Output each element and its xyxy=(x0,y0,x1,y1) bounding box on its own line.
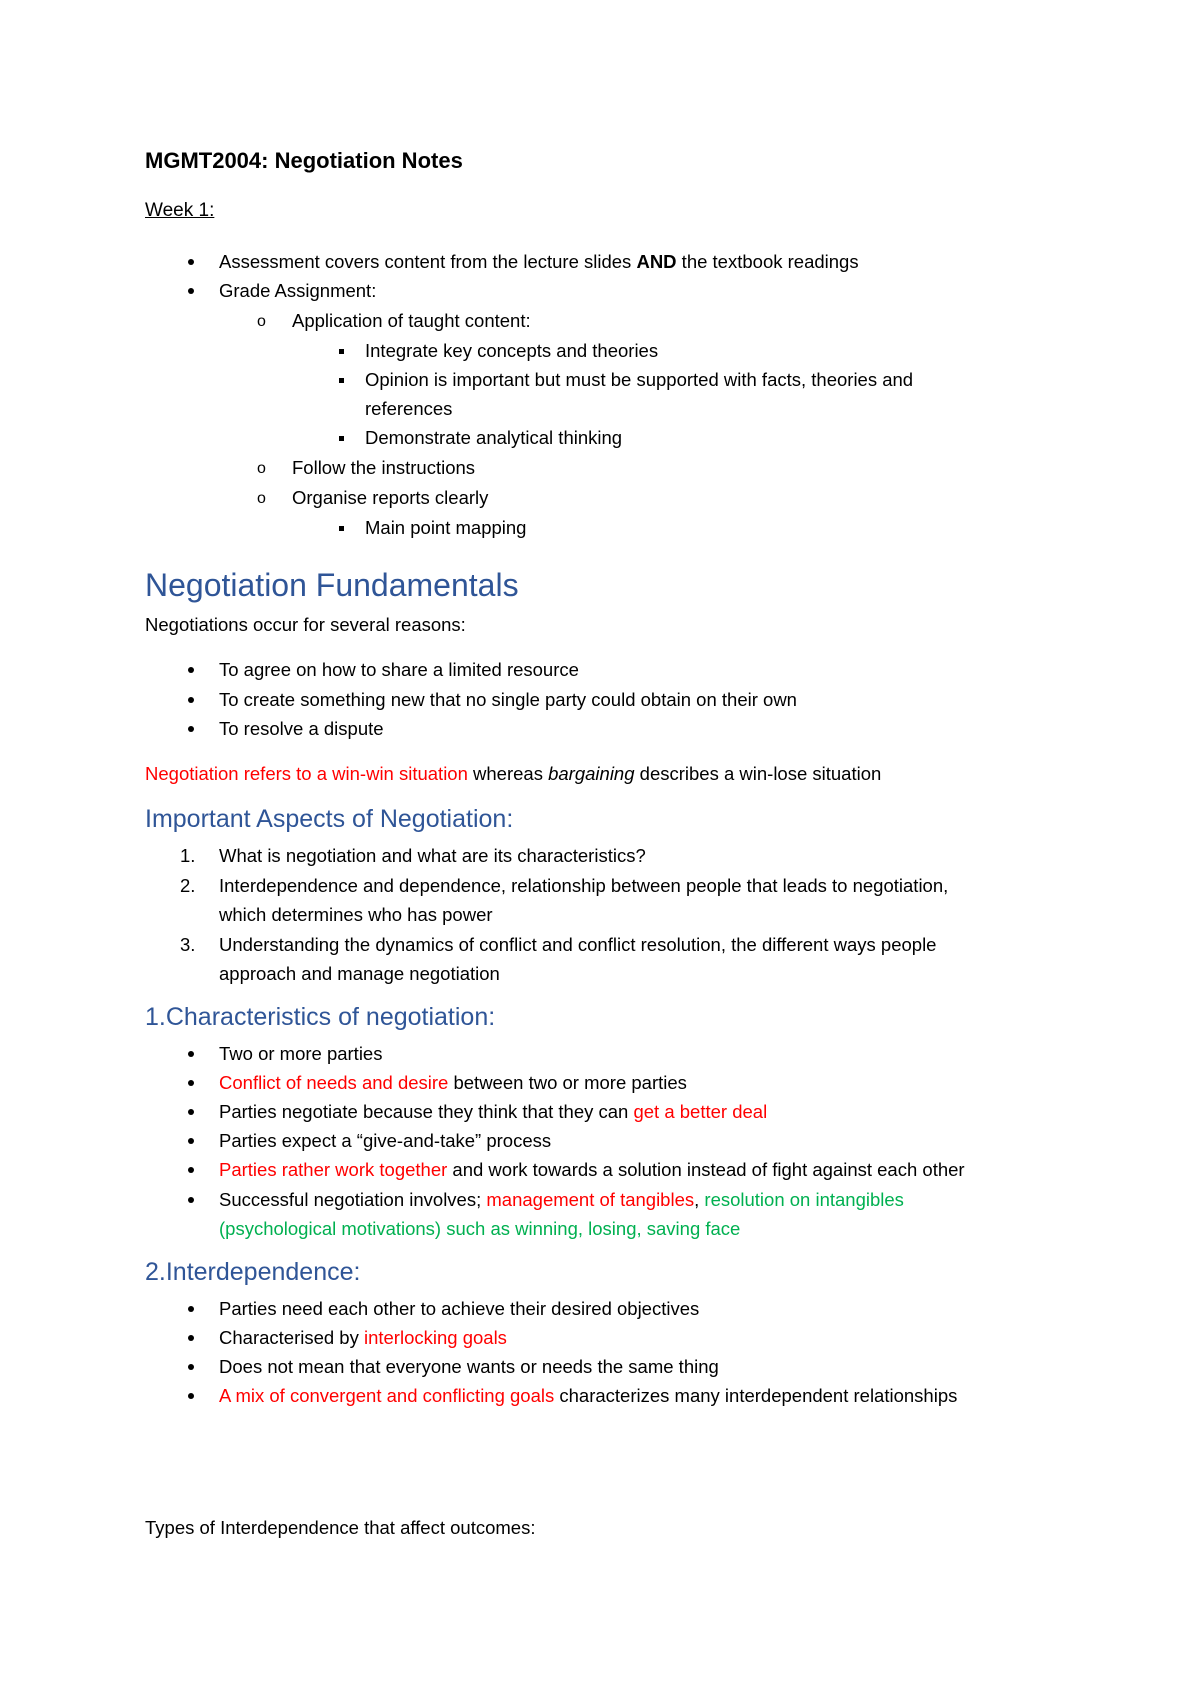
list-item: What is negotiation and what are its characteristics? xyxy=(219,845,646,866)
subsection-heading: Important Aspects of Negotiation: xyxy=(145,805,514,833)
square-bullet-icon xyxy=(339,349,344,354)
list-item: To agree on how to share a limited resource xyxy=(219,659,579,680)
list-item: Assessment covers content from the lecture slides AND the textbook readings xyxy=(219,251,859,272)
list-item: Interdependence and dependence, relationship between people that leads to negotiation, xyxy=(219,875,949,896)
subsection-heading: 2.Interdependence: xyxy=(145,1258,361,1286)
list-item-continuation: references xyxy=(365,398,453,419)
list-number: 2. xyxy=(180,875,196,896)
bullet-icon xyxy=(188,288,194,294)
list-item: Conflict of needs and desire between two or more parties xyxy=(219,1072,687,1093)
bullet-icon xyxy=(188,1138,194,1144)
bullet-icon xyxy=(188,1335,194,1341)
list-number: 3. xyxy=(180,934,196,955)
list-item: Two or more parties xyxy=(219,1043,383,1064)
section-heading: Negotiation Fundamentals xyxy=(145,567,519,603)
list-item-continuation: approach and manage negotiation xyxy=(219,963,500,984)
list-item: Main point mapping xyxy=(365,517,527,538)
square-bullet-icon xyxy=(339,526,344,531)
definition-paragraph: Negotiation refers to a win-win situation whereas bargaining describes a win-lose situation xyxy=(145,763,882,784)
list-item: Application of taught content: xyxy=(292,310,531,331)
list-item: A mix of convergent and conflicting goals characterizes many interdependent relationships xyxy=(219,1385,958,1406)
list-item: Grade Assignment: xyxy=(219,280,377,301)
document-title: MGMT2004: Negotiation Notes xyxy=(145,148,463,173)
circle-bullet-icon: o xyxy=(257,490,266,507)
bullet-icon xyxy=(188,1197,194,1203)
bullet-icon xyxy=(188,1080,194,1086)
list-item: Parties need each other to achieve their desired objectives xyxy=(219,1298,700,1319)
list-item: Parties negotiate because they think that they can get a better deal xyxy=(219,1101,768,1122)
list-item: Organise reports clearly xyxy=(292,487,489,508)
list-item: Understanding the dynamics of conflict and conflict resolution, the different ways people xyxy=(219,934,937,955)
list-item: To create something new that no single party could obtain on their own xyxy=(219,689,797,710)
bullet-icon xyxy=(188,697,194,703)
bullet-icon xyxy=(188,1167,194,1173)
list-item: Parties rather work together and work towards a solution instead of fight against each other xyxy=(219,1159,965,1180)
bullet-icon xyxy=(188,1051,194,1057)
week-heading: Week 1: xyxy=(145,200,215,221)
paragraph: Negotiations occur for several reasons: xyxy=(145,614,466,635)
bullet-icon xyxy=(188,1393,194,1399)
circle-bullet-icon: o xyxy=(257,313,266,330)
list-item-continuation: which determines who has power xyxy=(219,904,493,925)
subsection-heading: 1.Characteristics of negotiation: xyxy=(145,1003,496,1031)
list-item: Does not mean that everyone wants or needs the same thing xyxy=(219,1356,719,1377)
bullet-icon xyxy=(188,667,194,673)
list-item: Opinion is important but must be supported with facts, theories and xyxy=(365,369,914,390)
list-item-continuation: (psychological motivations) such as winning, losing, saving face xyxy=(219,1218,741,1239)
list-item: Follow the instructions xyxy=(292,457,476,478)
bullet-icon xyxy=(188,259,194,265)
bullet-icon xyxy=(188,1364,194,1370)
list-item: Parties expect a “give-and-take” process xyxy=(219,1130,552,1151)
list-item: Characterised by interlocking goals xyxy=(219,1327,507,1348)
bullet-icon xyxy=(188,1306,194,1312)
list-item: Integrate key concepts and theories xyxy=(365,340,659,361)
list-item: Successful negotiation involves; management of tangibles, resolution on intangibles xyxy=(219,1189,904,1210)
bullet-icon xyxy=(188,726,194,732)
square-bullet-icon xyxy=(339,436,344,441)
paragraph: Types of Interdependence that affect outcomes: xyxy=(145,1517,536,1538)
square-bullet-icon xyxy=(339,378,344,383)
list-item: Demonstrate analytical thinking xyxy=(365,427,623,448)
circle-bullet-icon: o xyxy=(257,460,266,477)
list-number: 1. xyxy=(180,845,196,866)
list-item: To resolve a dispute xyxy=(219,718,384,739)
bullet-icon xyxy=(188,1109,194,1115)
